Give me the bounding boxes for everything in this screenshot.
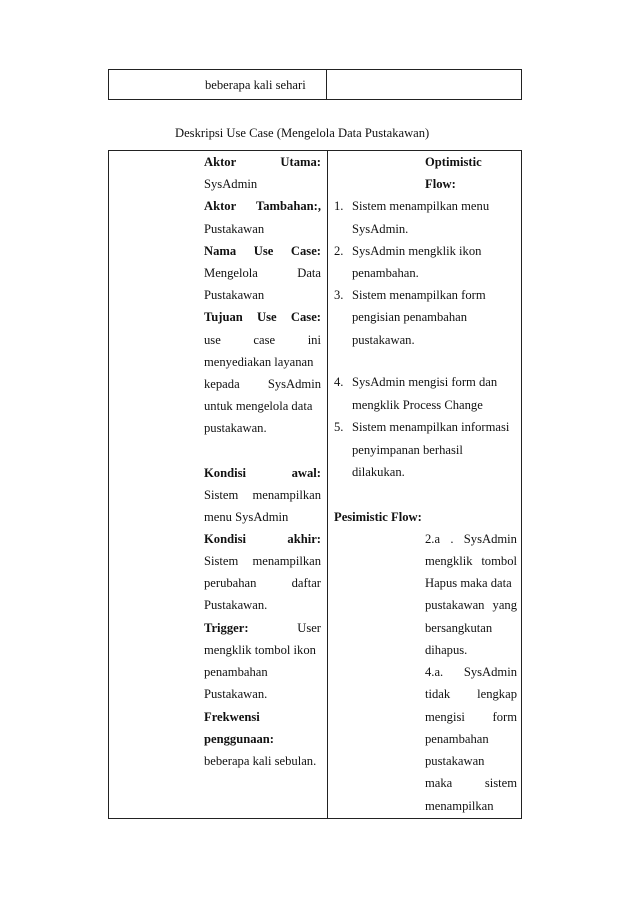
- step-3-number: 3.: [334, 288, 344, 302]
- tujuan-line-5: pustakawan.: [204, 421, 267, 435]
- step-3-line-3: pustakawan.: [352, 333, 415, 347]
- tujuan-line-1: use case ini: [204, 333, 321, 347]
- nama-use-case-value-line-2: Pustakawan: [204, 288, 265, 302]
- step-2-line-1: SysAdmin mengklik ikon: [352, 244, 482, 258]
- column-divider: [327, 151, 328, 818]
- pesimistic-4a-line-1: 4.a. SysAdmin: [425, 665, 517, 679]
- top-table-row: [108, 69, 522, 100]
- step-1-line-2: SysAdmin.: [352, 222, 409, 236]
- step-1-number: 1.: [334, 199, 344, 213]
- step-4-number: 4.: [334, 375, 344, 389]
- trigger-line-3: penambahan: [204, 665, 268, 679]
- pesimistic-4a-line-7: menampilkan: [425, 799, 494, 813]
- pesimistic-2a-line-6: dihapus.: [425, 643, 468, 657]
- table-caption: Deskripsi Use Case (Mengelola Data Pustakawan): [175, 126, 430, 140]
- kondisi-awal-line-1: Sistem menampilkan: [204, 488, 321, 502]
- pesimistic-title: Pesimistic Flow:: [334, 510, 422, 524]
- top-left-cell: [109, 70, 327, 99]
- aktor-tambahan-value: Pustakawan: [204, 222, 265, 236]
- tujuan-use-case-label: Tujuan Use Case:: [204, 310, 321, 324]
- kondisi-awal-line-2: menu SysAdmin: [204, 510, 289, 524]
- step-4-line-2: mengklik Process Change: [352, 398, 483, 412]
- step-4-line-1: SysAdmin mengisi form dan: [352, 375, 498, 389]
- trigger-line-1: Trigger: User: [204, 621, 321, 635]
- tujuan-line-3: kepada SysAdmin: [204, 377, 321, 391]
- use-case-table: [108, 150, 522, 819]
- frekwensi-label-2: penggunaan:: [204, 732, 274, 746]
- pesimistic-4a-line-2: tidak lengkap: [425, 687, 517, 701]
- step-2-number: 2.: [334, 244, 344, 258]
- step-5-line-3: dilakukan.: [352, 465, 405, 479]
- aktor-utama-value: SysAdmin: [204, 177, 258, 191]
- nama-use-case-value-line-1: Mengelola Data: [204, 266, 321, 280]
- frekwensi-label-1: Frekwensi: [204, 710, 260, 724]
- step-3-line-1: Sistem menampilkan form: [352, 288, 486, 302]
- pesimistic-2a-line-3: Hapus maka data: [425, 576, 512, 590]
- optimistic-title-2: Flow:: [425, 177, 456, 191]
- kondisi-akhir-line-1: Sistem menampilkan: [204, 554, 321, 568]
- step-5-line-2: penyimpanan berhasil: [352, 443, 463, 457]
- pesimistic-4a-line-3: mengisi form: [425, 710, 517, 724]
- tujuan-line-4: untuk mengelola data: [204, 399, 313, 413]
- step-3-line-2: pengisian penambahan: [352, 310, 468, 324]
- pesimistic-2a-line-4: pustakawan yang: [425, 598, 517, 612]
- frekwensi-value: beberapa kali sebulan.: [204, 754, 317, 768]
- tujuan-line-2: menyediakan layanan: [204, 355, 314, 369]
- trigger-line-2: mengklik tombol ikon: [204, 643, 316, 657]
- pesimistic-2a-line-2: mengklik tombol: [425, 554, 517, 568]
- aktor-tambahan-label: Aktor Tambahan:,: [204, 199, 321, 213]
- aktor-utama-label: Aktor Utama:: [204, 155, 321, 169]
- pesimistic-4a-line-4: penambahan: [425, 732, 489, 746]
- top-left-text: beberapa kali sehari: [205, 78, 306, 92]
- pesimistic-2a-line-1: 2.a . SysAdmin: [425, 532, 517, 546]
- step-5-line-1: Sistem menampilkan informasi: [352, 420, 510, 434]
- step-2-line-2: penambahan.: [352, 266, 419, 280]
- kondisi-awal-label: Kondisi awal:: [204, 466, 321, 480]
- trigger-line-4: Pustakawan.: [204, 687, 268, 701]
- kondisi-akhir-label: Kondisi akhir:: [204, 532, 321, 546]
- step-5-number: 5.: [334, 420, 344, 434]
- optimistic-title-1: Optimistic: [425, 155, 482, 169]
- kondisi-akhir-line-3: Pustakawan.: [204, 598, 268, 612]
- pesimistic-4a-line-5: pustakawan: [425, 754, 485, 768]
- pesimistic-4a-line-6: maka sistem: [425, 776, 517, 790]
- step-1-line-1: Sistem menampilkan menu: [352, 199, 490, 213]
- pesimistic-2a-line-5: bersangkutan: [425, 621, 493, 635]
- nama-use-case-label: Nama Use Case:: [204, 244, 321, 258]
- kondisi-akhir-line-2: perubahan daftar: [204, 576, 321, 590]
